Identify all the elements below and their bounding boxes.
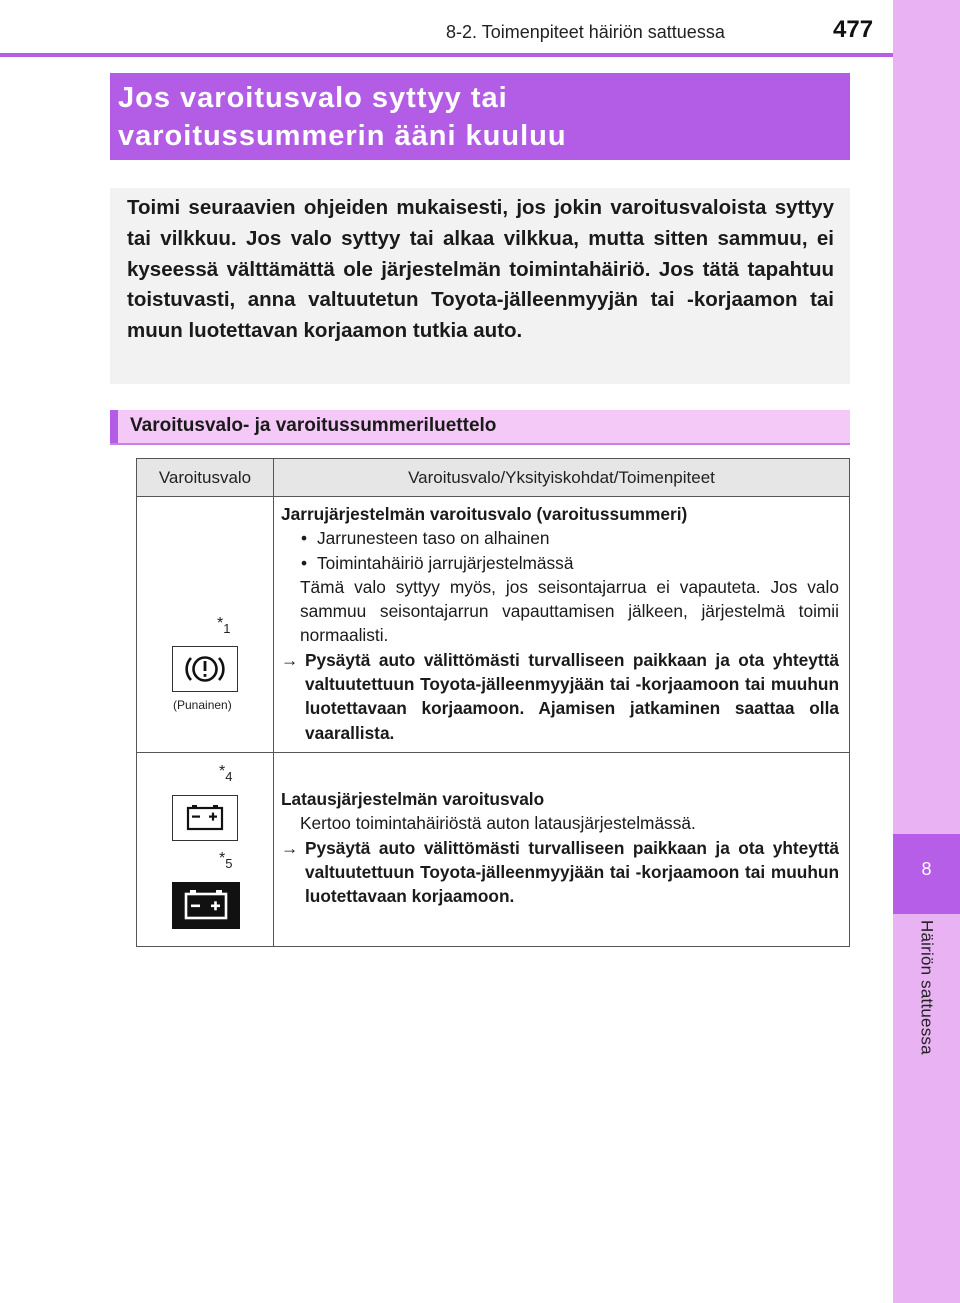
row-action-text: Pysäytä auto välittömästi turvalliseen paikkaan ja ota yhteyttä valtuutettuun Toyota-jälleenmyyjään tai -korjaamoon tai muuhun luotettavaan korjaamoon. Ajamisen jatkaminen saattaa olla vaarallista. bbox=[305, 649, 839, 743]
intro-box bbox=[110, 188, 850, 384]
table-row bbox=[137, 497, 850, 753]
battery-icon bbox=[172, 882, 240, 929]
icon-cell bbox=[137, 753, 274, 947]
list-item: • Toimintahäiriö jarrujärjestelmässä bbox=[281, 551, 839, 575]
row-heading: Latausjärjestelmän varoitusvalo bbox=[281, 789, 545, 809]
section-header: 8-2. Toimenpiteet häiriön sattuessa bbox=[446, 22, 725, 42]
brake-warning-icon bbox=[172, 646, 238, 692]
chapter-title-tab bbox=[893, 920, 960, 1090]
table-header-details: Varoitusvalo/Yksityiskohdat/Toimenpiteet bbox=[274, 459, 850, 497]
page-title bbox=[110, 73, 850, 160]
intro-text: Toimi seuraavien ohjeiden mukaisesti, jos jokin varoitusvaloista syttyy tai vilkkuu. Jos valo syttyy tai alkaa vilkkua, mutta sitten sammuu, ei kyseessä välttämättä ole järjestelmän toimintahäiriö. Jos tätä tapahtuu toistuvasti, anna valtuutetun Toyota-jälleenmyyjän tai -korjaamon tai muun luotettavan korjaamon tutkia auto. bbox=[127, 196, 834, 343]
icon-color-note: (Punainen) bbox=[173, 698, 232, 712]
table-row bbox=[137, 753, 850, 947]
row-action bbox=[281, 836, 839, 909]
row-action-text: Pysäytä auto välittömästi turvalliseen paikkaan ja ota yhteyttä valtuutettuun Toyota-jälleenmyyjään tai -korjaamoon tai muuhun luotettavaan korjaamoon. bbox=[305, 837, 839, 907]
footnote-mark: $*_4$ bbox=[219, 763, 233, 784]
chapter-number-tab[interactable]: 8 bbox=[893, 834, 960, 914]
details-cell bbox=[274, 753, 850, 947]
details-cell bbox=[274, 497, 850, 753]
row-detail: Tämä valo syttyy myös, jos seisontajarrua ei vapauteta. Jos valo sammuu seisontajarrun vapauttamisen jälkeen, järjestelmä toimii normaalisti. bbox=[300, 576, 839, 646]
page-number: 477 bbox=[833, 16, 874, 43]
subheading-accent-bar bbox=[110, 410, 118, 443]
section-subheading bbox=[110, 410, 850, 445]
list-item: • Jarrunesteen taso on alhainen bbox=[281, 526, 839, 550]
header-divider bbox=[0, 53, 893, 57]
subheading-text: Varoitusvalo- ja varoitussummeriluettelo bbox=[130, 415, 497, 436]
arrow-icon: → bbox=[281, 649, 299, 670]
arrow-icon: → bbox=[281, 837, 299, 858]
footnote-mark: $*_5$ bbox=[219, 850, 233, 871]
battery-icon bbox=[172, 795, 238, 841]
side-tab-strip bbox=[893, 0, 960, 1303]
table-header-light: Varoitusvalo bbox=[137, 459, 274, 497]
page-title-line-1: Jos varoitusvalo syttyy tai bbox=[118, 82, 508, 114]
warning-light-table bbox=[136, 458, 850, 947]
row-detail: Kertoo toimintahäiriöstä auton latausjärjestelmässä. bbox=[300, 813, 696, 834]
row-heading: Jarrujärjestelmän varoitusvalo (varoitussummeri) bbox=[281, 504, 688, 524]
row-action bbox=[281, 648, 839, 745]
icon-cell bbox=[137, 497, 274, 753]
page-title-line-2: varoitussummerin ääni kuuluu bbox=[118, 120, 567, 152]
chapter-title-label: Häiriön sattuessa bbox=[917, 920, 937, 1055]
table-header-row bbox=[137, 459, 850, 497]
footnote-mark: $*_1$ bbox=[217, 615, 231, 636]
